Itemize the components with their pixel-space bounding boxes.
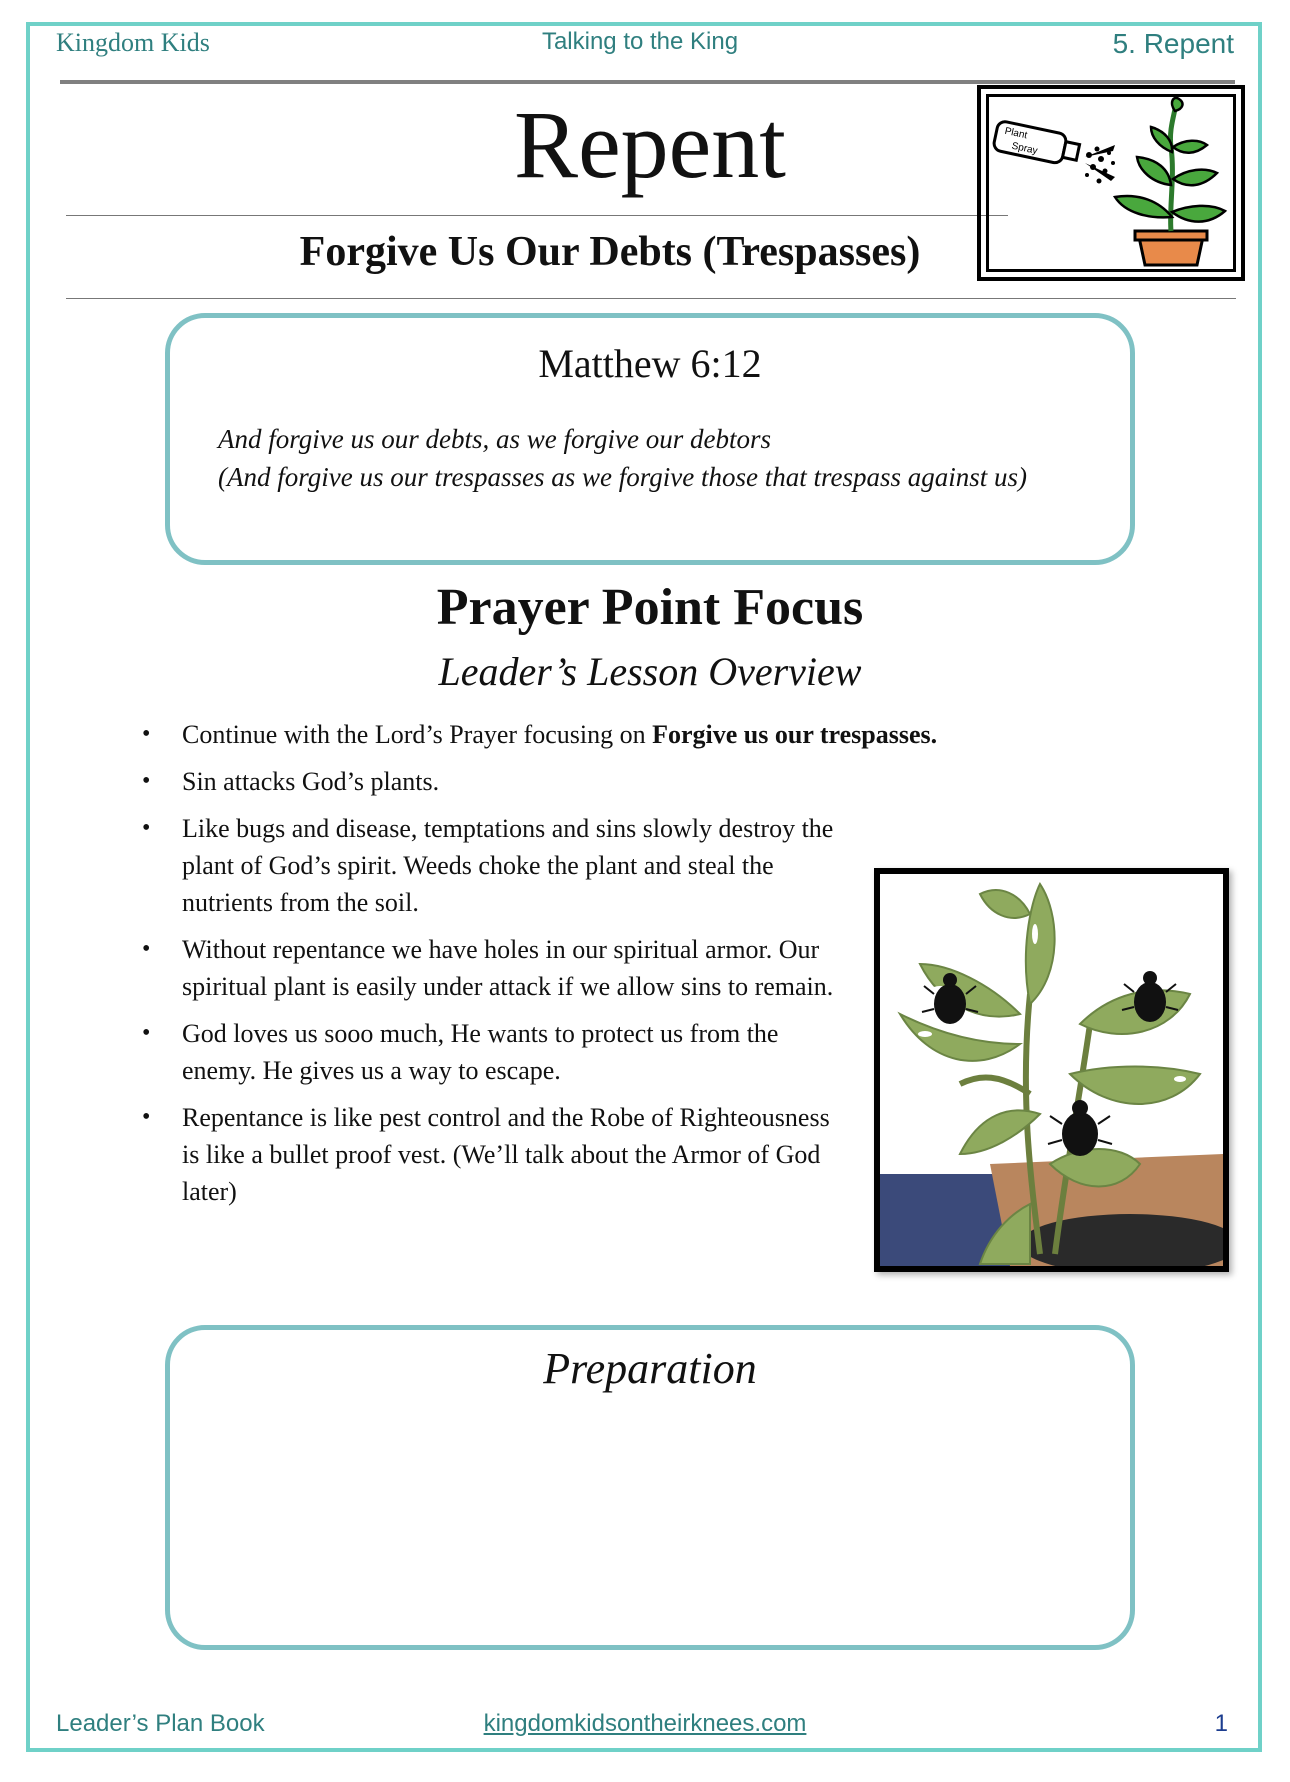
page-number: 1 xyxy=(1214,1710,1228,1737)
list-item-text: Without repentance we have holes in our spiritual armor. Our spiritual plant is easily under attack if we allow sins to remain. xyxy=(182,935,834,1001)
title-divider xyxy=(66,215,1008,216)
list-item xyxy=(130,1015,850,1089)
spray-label-1: Plant xyxy=(1003,125,1029,142)
list-item-text: God loves us sooo much, He wants to protect us from the enemy. He gives us a way to escape. xyxy=(182,1019,779,1085)
website-link[interactable]: kingdomkidsontheirknees.com xyxy=(483,1710,807,1737)
footer-book-title: Leader’s Plan Book xyxy=(56,1710,265,1737)
verse-line-1: And forgive us our debts, as we forgive our debtors xyxy=(218,424,771,454)
brand-name: Kingdom Kids xyxy=(56,28,210,57)
page-subtitle: Forgive Us Our Debts (Trespasses) xyxy=(299,229,921,275)
list-item xyxy=(130,810,850,921)
spray-label-2: Spray xyxy=(1010,140,1039,157)
list-item xyxy=(130,763,850,800)
list-item-bold: Forgive us our trespasses. xyxy=(652,720,938,749)
list-item-text: Sin attacks God’s plants. xyxy=(182,767,440,796)
list-item-text: Continue with the Lord’s Prayer focusing on xyxy=(182,720,653,749)
subtitle-divider xyxy=(66,298,1236,299)
plant-spray-illustration xyxy=(977,85,1245,281)
list-item-text: Like bugs and disease, temptations and sins slowly destroy the plant of God’s spirit. Weeds choke the plant and steal the nutrients from the soil. xyxy=(182,814,834,917)
verse-line-2: (And forgive us our trespasses as we forgive those that trespass against us) xyxy=(218,462,1027,492)
list-item xyxy=(130,1099,850,1210)
list-item xyxy=(130,716,1082,753)
list-item xyxy=(130,931,850,1005)
plant-spray-icon xyxy=(989,97,1235,271)
verse-reference: Matthew 6:12 xyxy=(538,341,762,386)
header-divider xyxy=(60,80,1235,84)
preparation-heading: Preparation xyxy=(543,1344,757,1393)
overview-list xyxy=(130,716,938,1220)
lesson-label: 5. Repent xyxy=(1112,28,1234,59)
focus-heading: Prayer Point Focus xyxy=(436,579,864,636)
page-title: Repent xyxy=(514,91,786,198)
series-title: Talking to the King xyxy=(541,28,739,55)
list-item-text: Repentance is like pest control and the Robe of Righteousness is like a bullet proof vest. (We’ll talk about the Armor of God later) xyxy=(182,1103,830,1206)
focus-subheading: Leader’s Lesson Overview xyxy=(438,649,862,694)
plant-with-bugs-photo xyxy=(874,868,1229,1272)
